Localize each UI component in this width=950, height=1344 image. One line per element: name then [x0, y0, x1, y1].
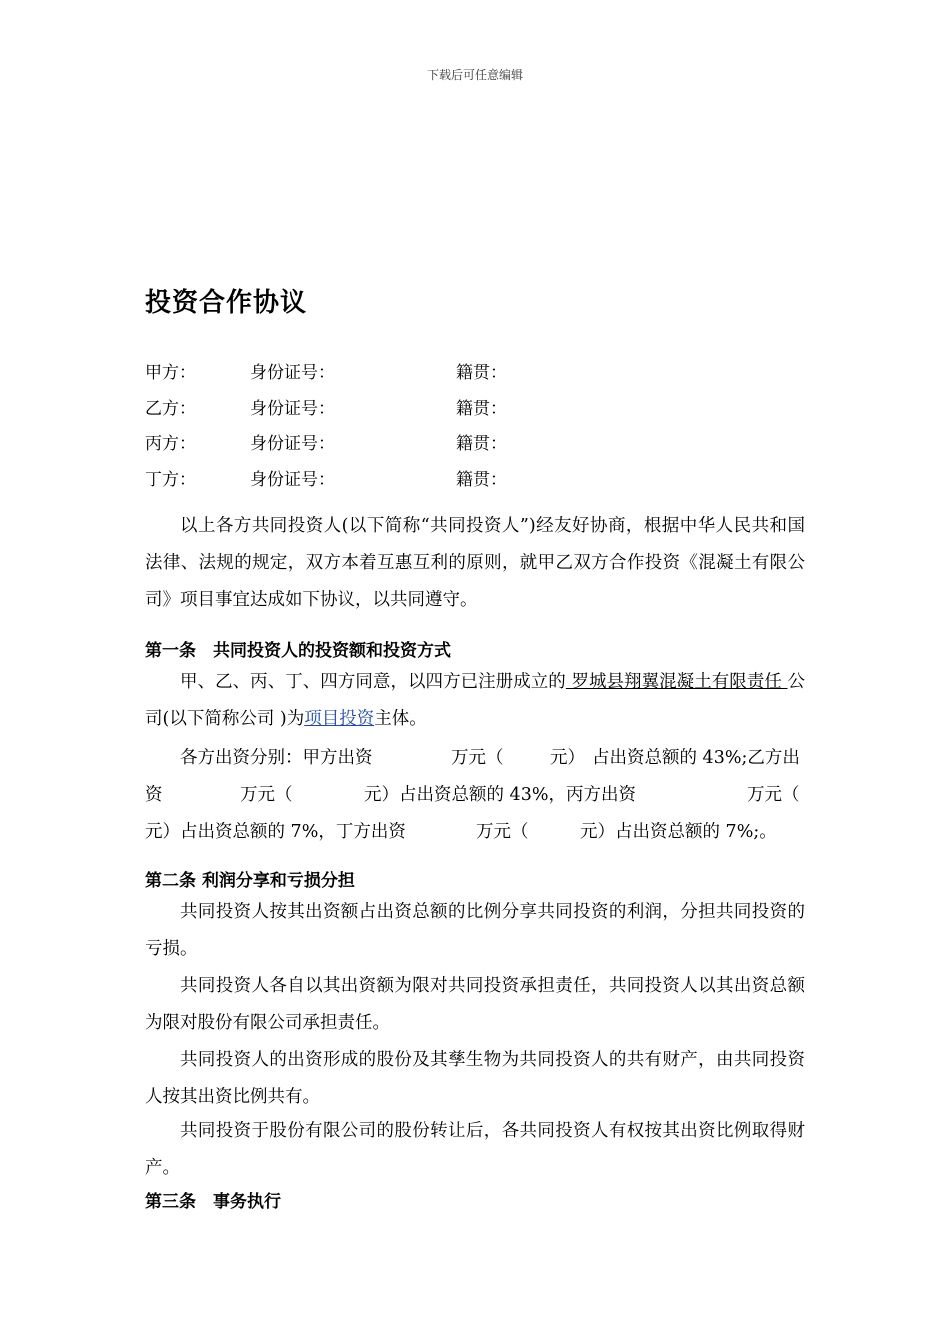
party-name: 丁方：	[145, 469, 196, 490]
contribution-text: 元）	[550, 748, 585, 768]
contribution-block	[145, 744, 805, 855]
contribution-text: 元）占出资总额的 7%;。	[580, 822, 777, 842]
party-id-label: 身份证号：	[250, 398, 335, 419]
party-row	[145, 358, 745, 394]
document-title: 投资合作协议	[145, 288, 308, 318]
article-1-text: 公司(以下简称公司 )为	[145, 672, 806, 729]
contribution-line	[145, 744, 805, 781]
party-name: 丙方：	[145, 434, 196, 454]
party-origin-label: 籍贯：	[456, 398, 507, 419]
party-id-label: 身份证号：	[250, 434, 335, 454]
article-1-text: 主体。	[374, 709, 427, 729]
article-2-paragraph: 共同投资人各自以其出资额为限对共同投资承担责任，共同投资人以其出资总额为限对股份有限公司承担责任。	[145, 976, 805, 1033]
contribution-text: 各方出资分别：甲方出资	[180, 748, 373, 768]
party-id-label: 身份证号：	[250, 469, 335, 490]
contribution-text: 万元（	[451, 748, 504, 768]
contribution-text: 元）占出资总额的 43%，丙方出资	[364, 785, 636, 805]
contribution-text: 元）占出资总额的 7%，丁方出资	[145, 822, 406, 842]
article-2-paragraph: 共同投资人的出资形成的股份及其孳生物为共同投资人的共有财产，由共同投资人按其出资比例共有。	[145, 1050, 805, 1107]
contribution-text: 资	[145, 785, 163, 805]
party-name: 甲方：	[145, 363, 196, 383]
party-row	[145, 465, 745, 501]
party-name: 乙方：	[145, 398, 196, 419]
contribution-line	[145, 781, 805, 818]
party-origin-label: 籍贯：	[456, 434, 507, 454]
party-id-label: 身份证号：	[250, 363, 335, 383]
header-note: 下载后可任意编辑	[426, 68, 523, 82]
article-2-paragraph: 共同投资于股份有限公司的股份转让后，各共同投资人有权按其出资比例取得财产。	[145, 1121, 805, 1178]
article-1-heading: 第一条 共同投资人的投资额和投资方式	[145, 641, 451, 661]
contribution-text: 占出资总额的 43%;乙方出	[592, 748, 800, 768]
party-origin-label: 籍贯：	[456, 363, 507, 383]
article-2-heading: 第二条 利润分享和亏损分担	[145, 871, 355, 891]
article-1-text: 甲、乙、丙、丁、四方同意，以四方已注册成立的	[180, 672, 566, 692]
party-list	[145, 358, 745, 500]
contribution-text: 万元（	[747, 785, 800, 805]
company-name: 罗城县翔翼混凝土有限责任	[565, 672, 788, 692]
party-row	[145, 394, 745, 430]
article-1-paragraph	[145, 664, 805, 738]
article-2-paragraph: 共同投资人按其出资额占出资总额的比例分享共同投资的利润，分担共同投资的亏损。	[145, 902, 805, 959]
contribution-text: 万元（	[476, 822, 529, 842]
party-origin-label: 籍贯：	[456, 469, 507, 490]
party-row	[145, 429, 745, 465]
contribution-line	[145, 818, 805, 855]
contribution-text: 万元（	[240, 785, 293, 805]
article-3-heading: 第三条 事务执行	[145, 1192, 281, 1212]
project-investment-link[interactable]: 项目投资	[304, 709, 375, 729]
intro-paragraph: 以上各方共同投资人(以下简称“共同投资人”)经友好协商，根据中华人民共和国法律、法规的规定，双方本着互惠互利的原则，就甲乙双方合作投资《混凝土有限公司》项目事宜达成如下协议，以共同遵守。	[145, 516, 805, 610]
